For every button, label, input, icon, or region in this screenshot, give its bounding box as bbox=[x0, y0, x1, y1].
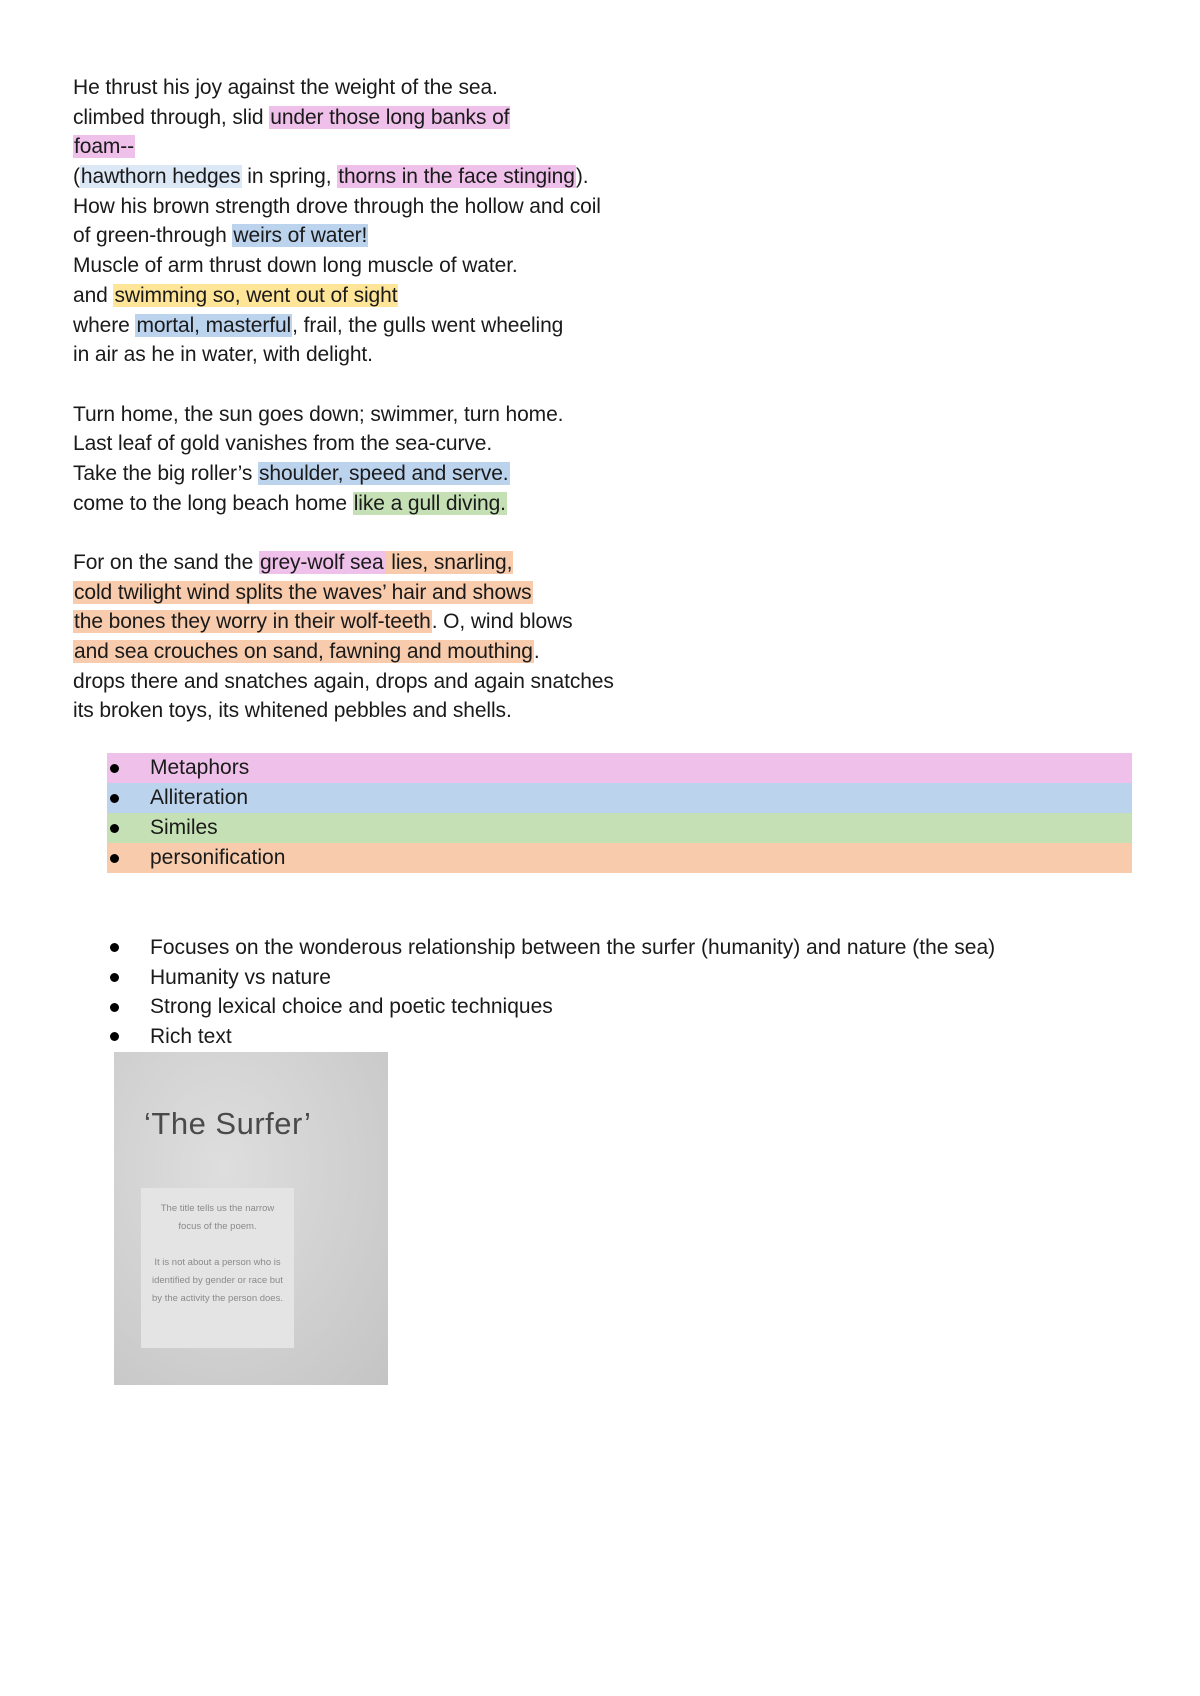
text-segment: its broken toys, its whitened pebbles and shells. bbox=[73, 699, 512, 723]
legend-label: personification bbox=[150, 846, 286, 869]
technique-legend bbox=[107, 753, 1132, 873]
bullet-icon bbox=[110, 764, 119, 773]
note-text: Humanity vs nature bbox=[150, 965, 331, 989]
text-segment: where bbox=[73, 313, 136, 337]
text-segment: of green-through bbox=[73, 224, 233, 248]
bullet-icon bbox=[110, 973, 119, 982]
thumbnail-paragraph-1: The title tells us the narrow focus of the poem. bbox=[160, 1203, 275, 1232]
highlighted-phrase: the bones they worry in their wolf-teeth bbox=[74, 610, 431, 634]
legend-label: Alliteration bbox=[150, 786, 249, 809]
text-segment: drops there and snatches again, drops and again snatches bbox=[73, 669, 614, 693]
poem-line bbox=[73, 400, 614, 430]
poem-line bbox=[73, 162, 614, 192]
poem-line bbox=[73, 103, 614, 133]
text-segment: climbed through, slid bbox=[73, 105, 270, 129]
legend-label: Similes bbox=[150, 816, 218, 839]
poem-line bbox=[73, 696, 614, 726]
poem-line bbox=[73, 251, 614, 281]
text-segment: , frail, the gulls went wheeling bbox=[292, 313, 564, 337]
poem-line bbox=[73, 311, 614, 341]
poem-text bbox=[73, 73, 614, 726]
poem-line bbox=[73, 73, 614, 103]
poem-line bbox=[73, 192, 614, 222]
poem-line bbox=[73, 667, 614, 697]
highlighted-phrase: hawthorn hedges bbox=[80, 165, 241, 189]
text-segment: Muscle of arm thrust down long muscle of water. bbox=[73, 254, 518, 278]
text-segment: . bbox=[533, 640, 540, 664]
highlighted-phrase: foam-- bbox=[74, 135, 135, 159]
text-segment: and bbox=[73, 283, 114, 307]
highlighted-phrase: thorns in the face stinging bbox=[338, 165, 575, 189]
highlighted-phrase: and sea crouches on sand, fawning and mouthing bbox=[74, 640, 533, 664]
text-segment: Last leaf of gold vanishes from the sea-curve. bbox=[73, 432, 493, 456]
thumbnail-text-box bbox=[141, 1188, 294, 1348]
highlighted-phrase: grey-wolf sea bbox=[259, 551, 384, 574]
text-segment: in spring, bbox=[241, 165, 338, 189]
highlighted-phrase: like a gull diving. bbox=[353, 491, 506, 515]
text-segment: ( bbox=[73, 165, 80, 189]
poem-line bbox=[73, 340, 614, 370]
bullet-icon bbox=[110, 794, 119, 803]
poem-line bbox=[73, 578, 614, 608]
thumbnail-title: ‘The Surfer’ bbox=[144, 1106, 312, 1141]
note-item bbox=[107, 963, 995, 993]
note-text: Focuses on the wonderous relationship between the surfer (humanity) and nature (the sea) bbox=[150, 935, 996, 959]
highlighted-phrase: mortal, masterful bbox=[136, 313, 292, 337]
text-segment: He thrust his joy against the weight of the sea. bbox=[73, 76, 498, 99]
highlighted-phrase: weirs of water! bbox=[233, 224, 368, 248]
poem-line bbox=[73, 489, 614, 519]
highlighted-phrase: shoulder, speed and serve. bbox=[258, 461, 509, 485]
note-item bbox=[107, 992, 995, 1022]
legend-label: Metaphors bbox=[150, 756, 250, 779]
note-text: Rich text bbox=[150, 1024, 232, 1048]
highlighted-phrase: lies, snarling, bbox=[385, 551, 513, 574]
poem-line bbox=[73, 281, 614, 311]
bullet-icon bbox=[110, 943, 119, 952]
highlighted-phrase: under those long banks of bbox=[270, 105, 510, 129]
slide-thumbnail-image bbox=[114, 1052, 388, 1385]
highlighted-phrase: swimming so, went out of sight bbox=[114, 283, 398, 307]
text-segment: ). bbox=[575, 165, 589, 189]
legend-item bbox=[107, 843, 1132, 873]
bullet-icon bbox=[110, 824, 119, 833]
stanza-break bbox=[73, 370, 614, 400]
bullet-icon bbox=[110, 854, 119, 863]
note-text: Strong lexical choice and poetic techniques bbox=[150, 995, 553, 1019]
note-item bbox=[107, 1022, 995, 1052]
poem-line bbox=[73, 132, 614, 162]
stanza-break bbox=[73, 518, 614, 548]
text-segment: For on the sand the bbox=[73, 551, 259, 574]
highlighted-phrase: cold twilight wind splits the waves’ hair and shows bbox=[74, 580, 532, 604]
poem-line bbox=[73, 637, 614, 667]
bullet-icon bbox=[110, 1003, 119, 1012]
text-segment: in air as he in water, with delight. bbox=[73, 343, 373, 367]
thumbnail-paragraph-2: It is not about a person who is identified by gender or race but by the activity the person does. bbox=[152, 1257, 283, 1304]
notes-list bbox=[107, 933, 995, 1052]
text-segment: Turn home, the sun goes down; swimmer, turn home. bbox=[73, 402, 564, 426]
poem-line bbox=[73, 221, 614, 251]
legend-item bbox=[107, 753, 1132, 783]
legend-item bbox=[107, 813, 1132, 843]
legend-item bbox=[107, 783, 1132, 813]
poem-line bbox=[73, 548, 614, 578]
note-item bbox=[107, 933, 995, 963]
text-segment: How his brown strength drove through the hollow and coil bbox=[73, 194, 601, 218]
bullet-icon bbox=[110, 1032, 119, 1041]
text-segment: come to the long beach home bbox=[73, 491, 353, 515]
text-segment: Take the big roller’s bbox=[73, 461, 258, 485]
text-segment: . O, wind blows bbox=[431, 610, 573, 634]
poem-line bbox=[73, 607, 614, 637]
poem-line bbox=[73, 459, 614, 489]
poem-line bbox=[73, 429, 614, 459]
